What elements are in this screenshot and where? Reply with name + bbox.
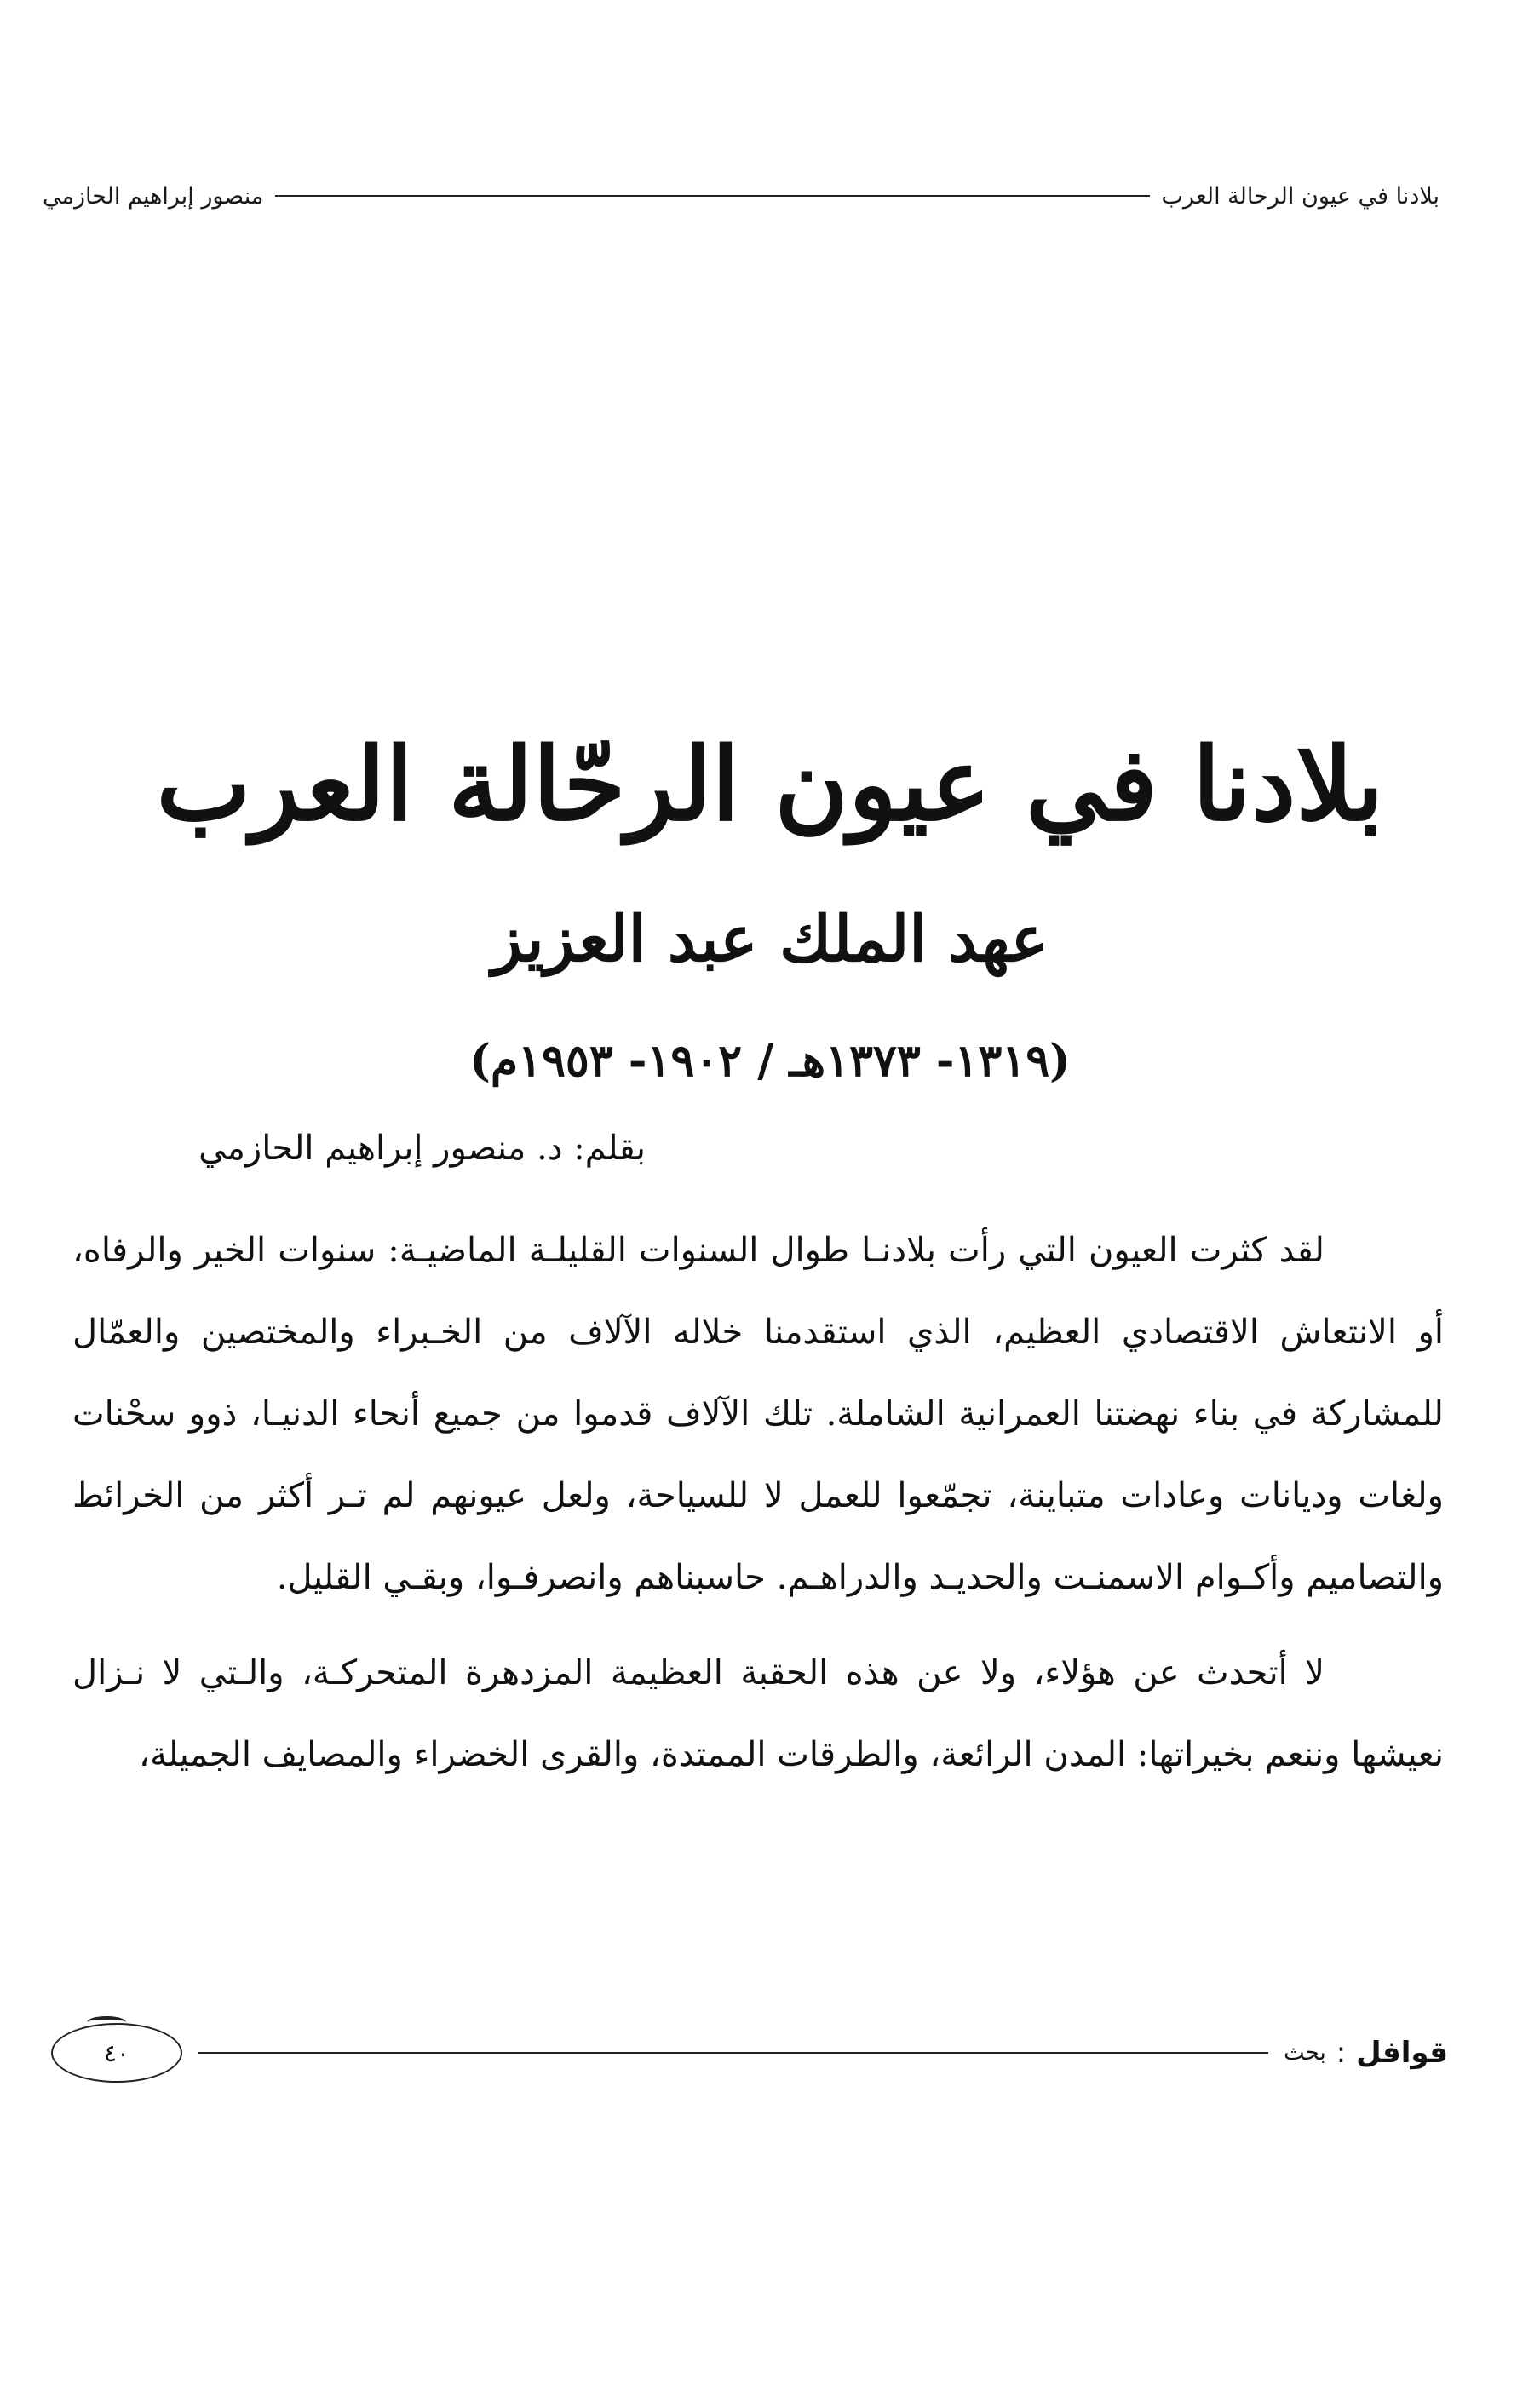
article-subtitle: عهد الملك عبد العزيز: [491, 903, 1049, 976]
paragraph: لا أتحدث عن هؤلاء، ولا عن هذه الحقبة العظيمة المزدهرة المتحركـة، والـتي لا نـزال نعيشها وننعم بخيراتها: المدن الرائعة، والطرقات الممتدة، والقرى الخضراء والمصايف الجميلة،: [72, 1653, 1444, 1774]
page-number-badge: [51, 2023, 182, 2083]
article-dates: (١٣١٩- ١٣٧٣هـ / ١٩٠٢- ١٩٥٣م): [469, 1035, 1071, 1087]
journal-name: قوافل: [1356, 2036, 1448, 2070]
section-name: بحث: [1284, 2040, 1326, 2066]
page-footer: [51, 2019, 1448, 2087]
article-title: بلادنا في عيون الرحّالة العرب: [156, 725, 1384, 843]
paragraph: لقد كثرت العيون التي رأت بلادنـا طوال السنوات القليلـة الماضيـة: سنوات الخير والرفاه، أو الانتعاش الاقتصادي العظيم، الذي استقدمنا خلاله الآلاف من الخـبراء والمختصين والعمّال للمشاركة في بناء نهضتنا العمرانية الشاملة. تلك الآلاف قدموا من جميع أنحاء الدنيـا، ذوو سحْنات ولغات وديانات وعادات متباينة، تجمّعوا للعمل لا للسياحة، ولعل عيونهم لم تـر أكثر من الخرائط والتصاميم وأكـوام الاسمنـت والحديـد والدراهـم. حاسبناهم وانصرفـوا، وبقـي القليل.: [72, 1231, 1444, 1597]
article-body: [72, 1210, 1444, 1809]
running-title: بلادنا في عيون الرحالة العرب: [1161, 182, 1439, 210]
running-header: [43, 175, 1439, 217]
footer-rule: [198, 2052, 1268, 2054]
running-author: منصور إبراهيم الحازمي: [43, 182, 264, 210]
article-byline: بقلم: د. منصور إبراهيم الحازمي: [198, 1129, 646, 1168]
footer-separator: :: [1336, 2036, 1347, 2070]
page-number: ٤٠: [103, 2038, 130, 2067]
flourish-icon: [87, 2016, 126, 2028]
header-rule: [275, 195, 1149, 197]
